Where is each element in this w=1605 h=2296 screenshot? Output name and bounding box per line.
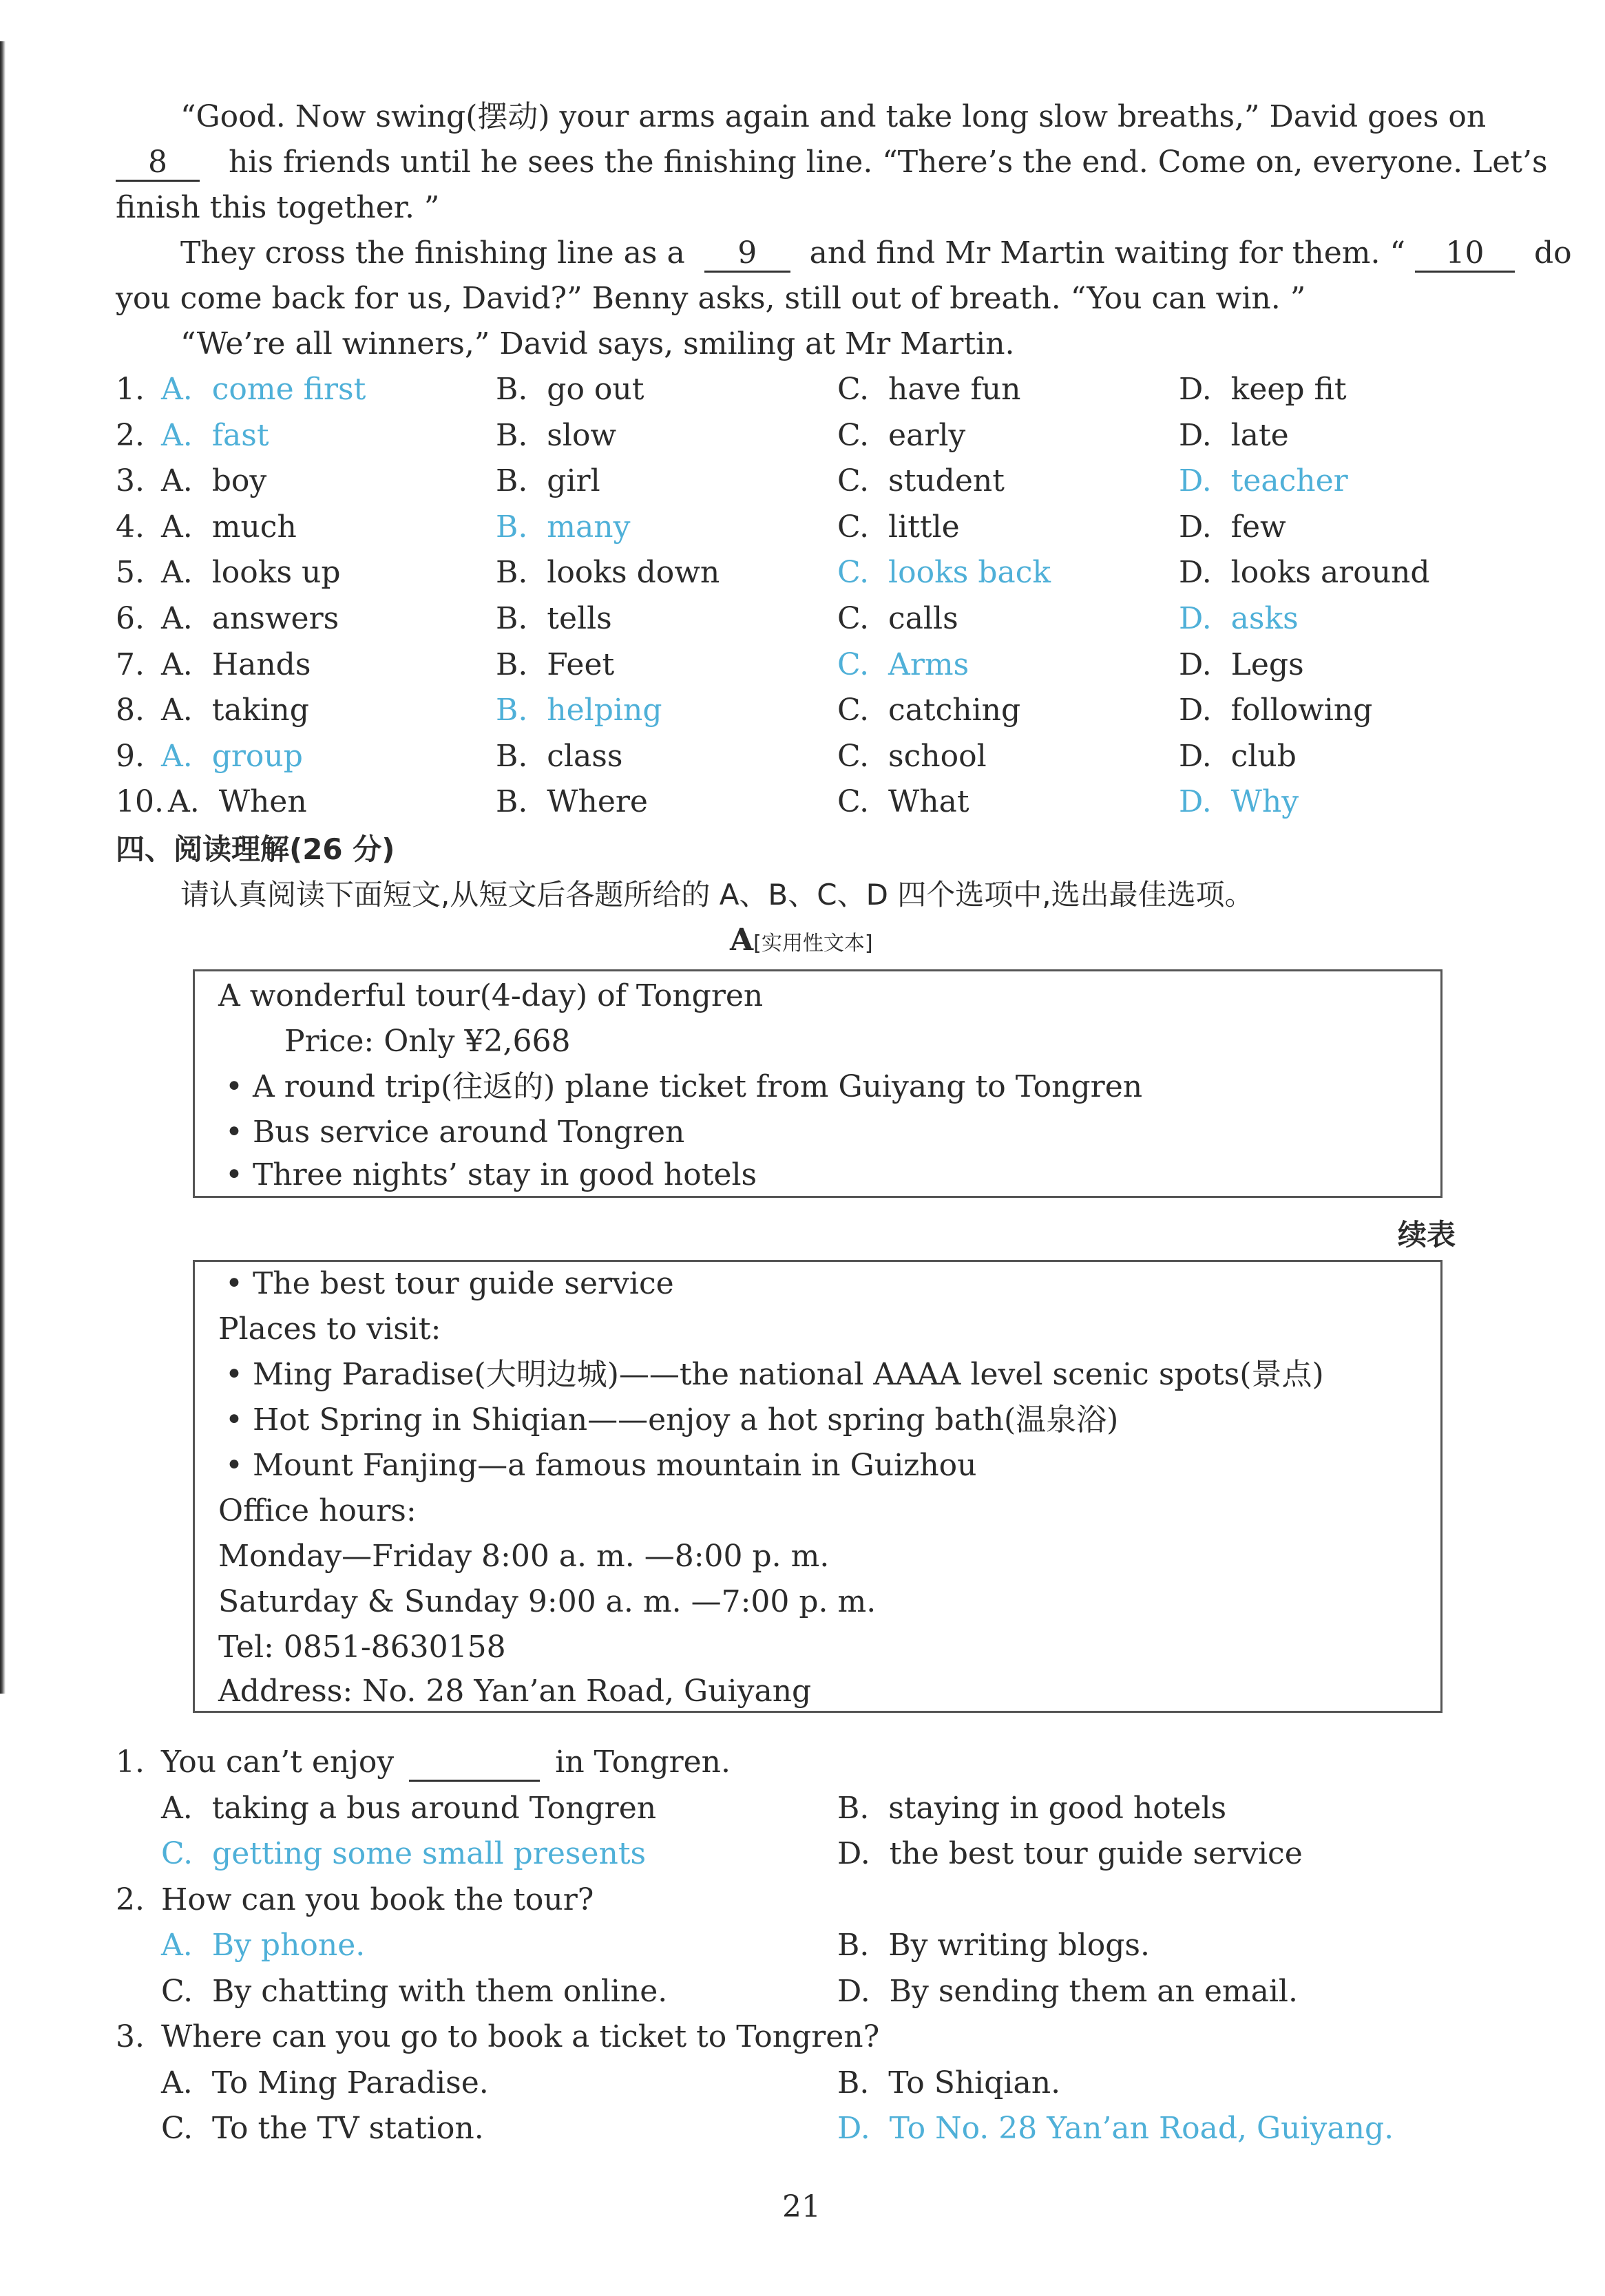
option-b-answer[interactable]: B. helping (496, 693, 662, 728)
passage-text: do (1533, 235, 1572, 271)
question-text (161, 2016, 879, 2058)
table-title: A wonderful tour(4-day) of Tongren (218, 978, 764, 1013)
option-c[interactable]: C. calls (837, 601, 958, 636)
passage-label (730, 920, 873, 965)
option-d[interactable]: D. looks around (1179, 555, 1430, 591)
section-instruction: 请认真阅读下面短文,从短文后各题所给的 A、B、C、D 四个选项中,选出最佳选项。 (180, 878, 1254, 912)
option-c[interactable]: C. By chatting with them online. (161, 1973, 668, 2009)
option-a[interactable]: A. answers (161, 601, 339, 636)
option-c[interactable]: C. student (837, 463, 1005, 499)
table-item: • Bus service around Tongren (225, 1115, 685, 1150)
cloze-row (116, 369, 1562, 410)
option-c[interactable]: C. What (837, 784, 969, 820)
table-hours: Monday—Friday 8:00 a. m. —8:00 p. m. (218, 1539, 830, 1574)
option-b[interactable]: B. go out (496, 372, 644, 407)
option-d[interactable]: D. By sending them an email. (837, 1973, 1298, 2009)
cloze-row (116, 507, 1562, 548)
option-row (116, 1788, 1562, 1829)
option-d[interactable]: D. club (1179, 738, 1297, 774)
option-c[interactable]: C. To the TV station. (161, 2111, 484, 2146)
passage-line-4 (180, 233, 1572, 274)
table-item: • Ming Paradise(大明边城)——the national AAAA level scenic spots(景点) (225, 1357, 1324, 1392)
question-text-part: You can’t enjoy (161, 1745, 395, 1780)
option-c[interactable]: C. little (837, 509, 960, 545)
passage-line-1: “Good. Now swing(摆动) your arms again and take long slow breaths,” David goes on (180, 99, 1487, 134)
option-d[interactable]: D. Legs (1179, 646, 1304, 682)
option-row (116, 1971, 1562, 2012)
option-c-answer[interactable]: C. looks back (837, 555, 1051, 591)
table-address: Address: No. 28 Yan’an Road, Guiyang (218, 1674, 812, 1709)
option-a[interactable]: A. much (161, 509, 297, 545)
passage-letter: A (730, 923, 754, 958)
question-text (161, 1879, 594, 1921)
question-text-part: in Tongren. (555, 1745, 731, 1780)
option-a-answer[interactable]: A. By phone. (161, 1928, 366, 1963)
option-d[interactable]: D. keep fit (1179, 372, 1347, 407)
passage-line-2 (116, 142, 1548, 183)
option-a-answer[interactable]: A. group (161, 738, 303, 774)
question-number: 2. (116, 1882, 145, 1917)
option-c[interactable]: C. catching (837, 693, 1021, 728)
table-item: • Hot Spring in Shiqian——enjoy a hot spring bath(温泉浴) (225, 1402, 1119, 1437)
blank-9: 9 (704, 236, 790, 273)
question-text-part: How can you book the tour? (161, 1882, 594, 1917)
option-a[interactable]: A. taking (161, 693, 309, 728)
passage-type-tag: [实用性文本] (753, 931, 873, 956)
question-number: 5. (116, 555, 145, 591)
table-hours: Saturday & Sunday 9:00 a. m. —7:00 p. m. (218, 1584, 877, 1619)
table-tel: Tel: 0851-8630158 (218, 1630, 506, 1665)
table-heading: Places to visit: (218, 1312, 441, 1347)
option-d-answer[interactable]: D. teacher (1179, 463, 1348, 499)
cloze-row (116, 644, 1562, 686)
question-number: 3. (116, 2019, 145, 2054)
question-number: 2. (116, 417, 145, 453)
question-number: 3. (116, 463, 145, 499)
option-b[interactable]: B. girl (496, 463, 600, 499)
question-number: 7. (116, 646, 145, 682)
option-b[interactable]: B. By writing blogs. (837, 1928, 1150, 1963)
passage-line-5: you come back for us, David?” Benny asks, still out of breath. “You can win. ” (116, 281, 1306, 316)
cloze-row (116, 461, 1562, 502)
option-c-answer[interactable]: C. getting some small presents (161, 1836, 647, 1871)
blank-8: 8 (116, 145, 200, 182)
table-price: Price: Only ¥2,668 (284, 1024, 571, 1059)
option-b[interactable]: B. looks down (496, 555, 720, 591)
option-b-answer[interactable]: B. many (496, 509, 631, 545)
cloze-row (116, 598, 1562, 640)
question-number: 9. (116, 738, 145, 774)
passage-line-6: “We’re all winners,” David says, smiling at Mr Martin. (180, 326, 1015, 361)
option-d-answer[interactable]: D. To No. 28 Yan’an Road, Guiyang. (837, 2111, 1394, 2146)
question-stem (116, 2016, 1562, 2058)
option-c[interactable]: C. early (837, 417, 966, 453)
answer-blank[interactable] (409, 1745, 540, 1782)
option-b[interactable]: B. Where (496, 784, 648, 820)
option-c-answer[interactable]: C. Arms (837, 646, 969, 682)
passage-text: his friends until he sees the finishing line. “There’s the end. Come on, everyone. Let’s (228, 145, 1548, 180)
option-b[interactable]: B. Feet (496, 646, 615, 682)
continued-label: 续表 (1398, 1218, 1456, 1252)
question-number: 10. (116, 784, 164, 820)
option-d[interactable]: D. following (1179, 693, 1373, 728)
option-c[interactable]: C. school (837, 738, 987, 774)
option-a-answer[interactable]: A. fast (161, 417, 269, 453)
option-row (116, 2063, 1562, 2104)
section-heading: 四、阅读理解(26 分) (116, 832, 395, 866)
page-number: 21 (782, 2189, 821, 2224)
blank-10: 10 (1415, 236, 1515, 273)
option-a[interactable]: A. When (168, 784, 307, 820)
question-stem (116, 1742, 1562, 1783)
option-a[interactable]: A. taking a bus around Tongren (161, 1790, 657, 1826)
passage-line-3: finish this together. ” (116, 190, 440, 225)
question-number: 1. (116, 1745, 145, 1780)
option-row (116, 1925, 1562, 1966)
option-a[interactable]: A. boy (161, 463, 267, 499)
option-d-answer[interactable]: D. asks (1179, 601, 1299, 636)
question-number: 6. (116, 601, 145, 636)
cloze-row (116, 781, 1562, 823)
option-b[interactable]: B. slow (496, 417, 617, 453)
option-d[interactable]: D. late (1179, 417, 1289, 453)
table-item: • Mount Fanjing—a famous mountain in Guizhou (225, 1448, 977, 1483)
table-item: • A round trip(往返的) plane ticket from Guiyang to Tongren (225, 1069, 1143, 1104)
option-c[interactable]: C. have fun (837, 372, 1021, 407)
question-stem (116, 1879, 1562, 1921)
passage-text: and find Mr Martin waiting for them. “ (809, 235, 1405, 271)
question-text-part: Where can you go to book a ticket to Tongren? (161, 2019, 880, 2054)
question-number: 8. (116, 693, 145, 728)
option-d[interactable]: D. the best tour guide service (837, 1836, 1303, 1871)
binding-edge (0, 41, 6, 1694)
cloze-row (116, 415, 1562, 456)
cloze-row (116, 690, 1562, 731)
option-a-answer[interactable]: A. come first (161, 372, 366, 407)
option-d-answer[interactable]: D. Why (1179, 784, 1299, 820)
option-row (116, 1833, 1562, 1875)
cloze-row (116, 552, 1562, 593)
passage-text: They cross the finishing line as a (180, 235, 685, 271)
option-a[interactable]: A. To Ming Paradise. (161, 2065, 489, 2100)
option-b[interactable]: B. staying in good hotels (837, 1790, 1227, 1826)
table-item: • Three nights’ stay in good hotels (225, 1157, 757, 1192)
option-a[interactable]: A. Hands (161, 646, 311, 682)
option-b[interactable]: B. To Shiqian. (837, 2065, 1061, 2100)
option-d[interactable]: D. few (1179, 509, 1286, 545)
question-text (161, 1742, 731, 1783)
option-row (116, 2108, 1562, 2149)
question-number: 1. (116, 372, 145, 407)
tour-info-table (193, 969, 1443, 1198)
option-b[interactable]: B. tells (496, 601, 612, 636)
table-heading: Office hours: (218, 1493, 417, 1528)
option-b[interactable]: B. class (496, 738, 623, 774)
cloze-row (116, 736, 1562, 777)
question-number: 4. (116, 509, 145, 545)
option-a[interactable]: A. looks up (161, 555, 341, 591)
table-item: • The best tour guide service (225, 1266, 674, 1301)
tour-info-table-continued (193, 1260, 1443, 1713)
